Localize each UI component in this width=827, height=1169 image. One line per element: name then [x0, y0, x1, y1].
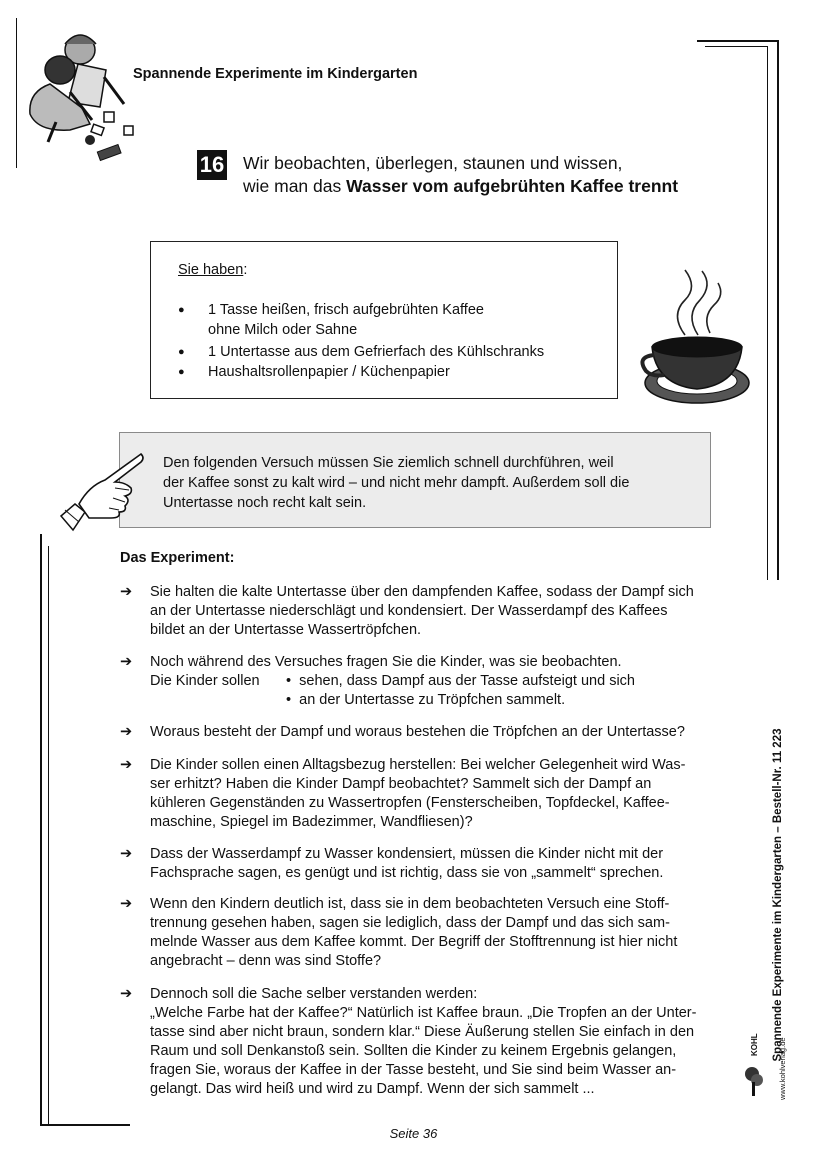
- bullet-text: sehen, dass Dampf aus der Tasse aufsteigt und sich: [299, 673, 635, 689]
- materials-heading-text: Sie haben: [178, 262, 244, 278]
- arrow-icon: ➔: [120, 584, 133, 600]
- arrow-icon: ➔: [120, 654, 133, 670]
- para-line: Die Kinder sollen einen Alltagsbezug herstellen: Bei welcher Gelegenheit wird Was-: [150, 757, 686, 773]
- publisher-logo: [744, 1030, 764, 1100]
- materials-box: [150, 241, 618, 399]
- bullet-text: an der Untertasse zu Tröpfchen sammelt.: [299, 692, 566, 708]
- experiment-paragraph-4: [120, 756, 730, 832]
- para-line: Wenn den Kindern deutlich ist, dass sie in dem beobachteten Versuch eine Stoff-: [150, 896, 670, 912]
- para-line: tasse sind aber nicht braun, sondern klar.“ Diese Äußerung stellen Sie einfach in den: [150, 1024, 695, 1040]
- para-line: bildet an der Untertasse Wassertröpfchen.: [150, 622, 422, 638]
- para-line: Noch während des Versuches fragen Sie die Kinder, was sie beobachten.: [150, 654, 622, 670]
- para-line: Dass der Wasserdampf zu Wasser kondensiert, müssen die Kinder nicht mit der: [150, 846, 664, 862]
- para-line: ser erhitzt? Haben die Kinder Dampf beobachtet? Sammelt sich der Dampf an: [150, 776, 652, 792]
- children-illustration: [20, 22, 140, 167]
- para-line: trennung gesehen haben, sagen sie lediglich, dass der Dampf und das sich sam-: [150, 915, 670, 931]
- logo-text: KOHL: [750, 1033, 759, 1056]
- experiment-paragraph-3: [120, 723, 730, 742]
- para-line: Dennoch soll die Sache selber verstanden werden:: [150, 986, 478, 1002]
- para-line: melnde Wasser aus dem Kaffee kommt. Der Begriff der Stofftrennung ist hier nicht: [150, 934, 678, 950]
- children-should-label: Die Kinder sollen: [150, 673, 260, 689]
- children-should-block: [150, 672, 730, 710]
- experiment-paragraph-7: [120, 985, 730, 1099]
- note-text: [163, 453, 693, 513]
- pointing-hand-icon: [55, 446, 145, 536]
- note-line: der Kaffee sonst zu kalt wird – und nicht mehr dampft. Außerdem soll die: [163, 475, 630, 491]
- experiment-paragraph-6: [120, 895, 730, 971]
- task-number-badge: 16: [197, 150, 227, 180]
- materials-heading-suffix: :: [243, 262, 248, 278]
- para-line: kühleren Gegenständen zu Wassertropfen (Fensterscheiben, Topfdeckel, Kaffee-: [150, 795, 670, 811]
- arrow-icon: ➔: [120, 846, 133, 862]
- arrow-icon: ➔: [120, 757, 133, 773]
- experiment-heading: Das Experiment:: [120, 550, 235, 566]
- arrow-icon: ➔: [120, 724, 133, 740]
- experiment-paragraph-2: [120, 653, 730, 710]
- task-title-line2-prefix: wie man das: [243, 176, 347, 196]
- para-line: gelangt. Das wird heiß und wird zu Dampf. Wenn der sich sammelt ...: [150, 1081, 595, 1097]
- page-number: Seite 36: [389, 1126, 438, 1141]
- materials-item: ● Haushaltsrollenpapier / Küchenpapier: [178, 362, 544, 382]
- page-header-title: Spannende Experimente im Kindergarten: [133, 66, 418, 82]
- experiment-paragraph-1: [120, 583, 730, 640]
- bullet-line: • an der Untertasse zu Tröpfchen sammelt.: [286, 692, 566, 708]
- materials-list: [178, 300, 544, 382]
- children-should-bullets: [286, 672, 635, 710]
- materials-item-continuation: ohne Milch oder Sahne: [208, 322, 358, 338]
- task-title-line2-bold: Wasser vom aufgebrühten Kaffee trennt: [346, 176, 679, 196]
- para-line: Sie halten die kalte Untertasse über den dampfenden Kaffee, sodass der Dampf sich: [150, 584, 694, 600]
- note-line: Untertasse noch recht kalt sein.: [163, 495, 367, 511]
- materials-item: ● 1 Untertasse aus dem Gefrierfach des Kühlschranks: [178, 342, 544, 362]
- para-line: angebracht – denn was sind Stoffe?: [150, 953, 382, 969]
- para-line: fragen Sie, woraus der Kaffee in der Tasse besteht, und Sie sind beim Wasser an-: [150, 1062, 677, 1078]
- frame-top-right-line: [697, 40, 779, 42]
- arrow-icon: ➔: [120, 896, 133, 912]
- para-line: maschine, Spiegel im Badezimmer, Wandfliesen)?: [150, 814, 473, 830]
- task-title-line2: [243, 175, 678, 198]
- materials-item: ● 1 Tasse heißen, frisch aufgebrühten Kaffee: [178, 300, 544, 320]
- para-line: Woraus besteht der Dampf und woraus bestehen die Tröpfchen an der Untertasse?: [150, 724, 685, 740]
- task-title-line1: Wir beobachten, überlegen, staunen und wissen,: [243, 153, 623, 173]
- tree-logo-icon: [744, 1060, 764, 1100]
- frame-top-right-line-inner: [705, 46, 767, 47]
- frame-right-vertical-inner: [767, 46, 768, 580]
- frame-left-bottom-vertical-inner: [48, 546, 49, 1126]
- para-line: Raum und soll Denkanstoß sein. Sollten die Kinder zu keinem Ergebnis gelangen,: [150, 1043, 677, 1059]
- frame-right-vertical: [777, 40, 779, 580]
- publisher-url[interactable]: www.kohlverlag.de: [778, 1037, 787, 1100]
- arrow-icon: ➔: [120, 986, 133, 1002]
- para-line: „Welche Farbe hat der Kaffee?“ Natürlich ist Kaffee braun. „Die Tropfen an der Unter-: [150, 1005, 697, 1021]
- note-line: Den folgenden Versuch müssen Sie ziemlich schnell durchführen, weil: [163, 455, 614, 471]
- note-box: [119, 432, 711, 528]
- frame-left-top-vertical: [16, 18, 17, 168]
- para-line: Fachsprache sagen, es genügt und ist richtig, dass sie von „sammelt“ sprechen.: [150, 865, 664, 881]
- coffee-cup-icon: [640, 265, 755, 410]
- frame-left-bottom-vertical: [40, 534, 42, 1126]
- experiment-paragraph-5: [120, 845, 730, 883]
- para-line: an der Untertasse niederschlägt und kondensiert. Der Wasserdampf des Kaffees: [150, 603, 668, 619]
- task-title: [243, 152, 678, 198]
- materials-heading: [178, 262, 247, 278]
- bullet-line: • sehen, dass Dampf aus der Tasse aufsteigt und sich: [286, 673, 635, 689]
- sidebar-vertical-title: Spannende Experimente im Kindergarten – Bestell-Nr. 11 223: [772, 728, 784, 1062]
